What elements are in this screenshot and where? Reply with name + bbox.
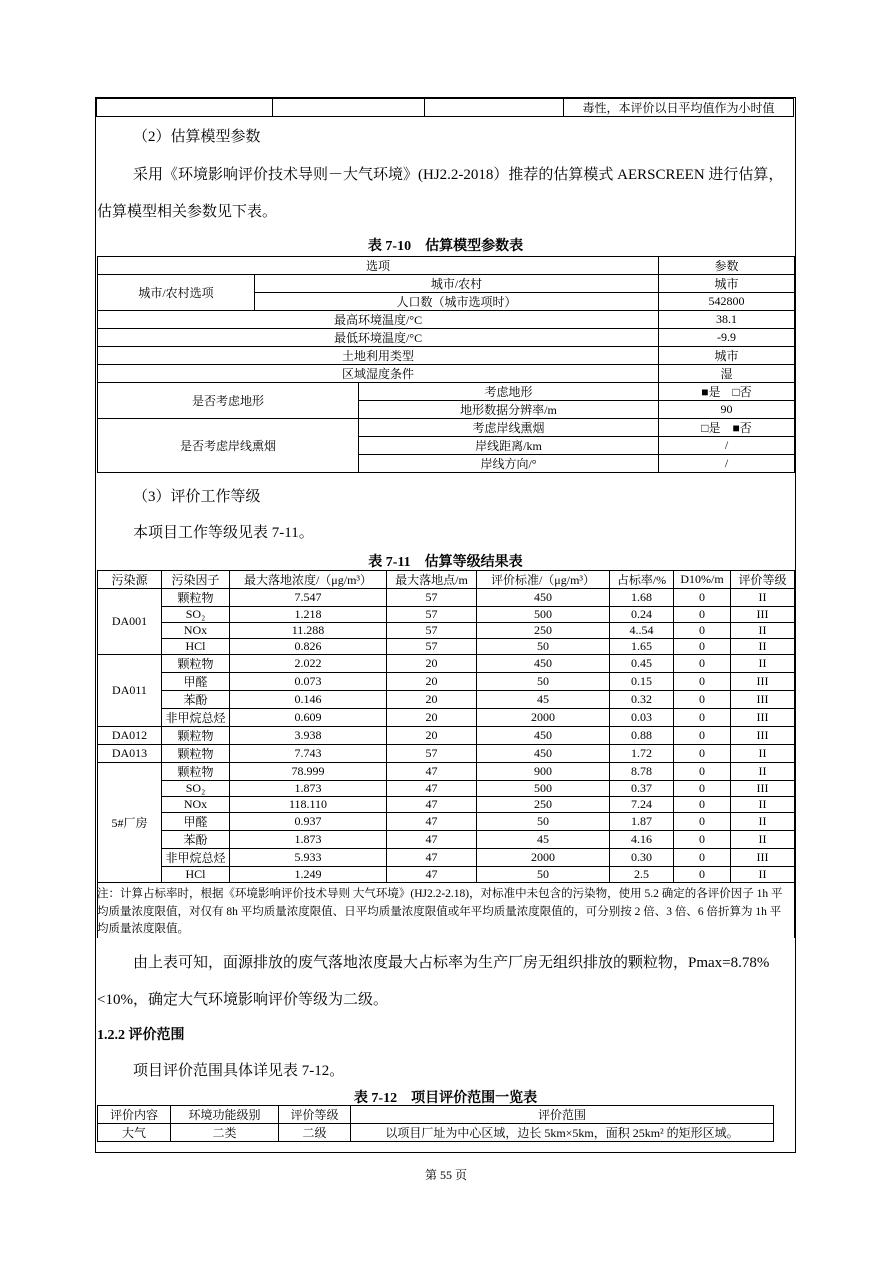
table-cell: 0	[674, 589, 731, 607]
header-option: 选项	[98, 257, 659, 275]
row-value: -9.9	[659, 329, 795, 347]
table-row	[98, 849, 795, 867]
row-value: 城市	[659, 347, 795, 365]
row-value: 90	[659, 401, 795, 419]
section-2-title: （2）估算模型参数	[133, 129, 261, 145]
t12-header: 评价等级	[279, 1106, 351, 1124]
table-cell: 0.146	[230, 691, 387, 709]
table-row	[98, 655, 795, 673]
table-cell: III	[731, 709, 795, 727]
table-cell: 0.88	[610, 727, 674, 745]
table-cell: 450	[477, 655, 610, 673]
table-cell: III	[731, 849, 795, 867]
table-cell: 450	[477, 589, 610, 607]
table-cell: 2.5	[610, 867, 674, 883]
row-value: ■是 □否	[659, 383, 795, 401]
table-cell: 57	[387, 589, 477, 607]
table-cell: 57	[387, 639, 477, 655]
table-cell: 0.15	[610, 673, 674, 691]
table-cell: 0.24	[610, 607, 674, 623]
table-cell: 0	[674, 727, 731, 745]
paragraph-2: 本项目工作等级见表 7-11。	[133, 525, 314, 541]
table-cell: 1.65	[610, 639, 674, 655]
table-cell: 7.24	[610, 797, 674, 813]
table-cell: 45	[477, 831, 610, 849]
table-cell: 1.87	[610, 813, 674, 831]
table-cell: 颗粒物	[162, 745, 230, 763]
table-cell: 苯酚	[162, 691, 230, 709]
table-cell: 非甲烷总烃	[162, 849, 230, 867]
t12-cell: 二类	[171, 1124, 279, 1142]
table-cell: 3.938	[230, 727, 387, 745]
row-value: 542800	[659, 293, 795, 311]
table-cell: 0.609	[230, 709, 387, 727]
table-cell: 0.826	[230, 639, 387, 655]
table-cell: 颗粒物	[162, 763, 230, 781]
table-cell: 250	[477, 797, 610, 813]
table-row	[98, 781, 795, 797]
cont-cell: 毒性，本评价以日平均值作为小时值	[564, 99, 794, 117]
row-value: /	[659, 455, 795, 473]
table-cell: 47	[387, 867, 477, 883]
t12-header: 评价范围	[351, 1106, 774, 1124]
table-cell: 0	[674, 709, 731, 727]
row-label: 土地利用类型	[98, 347, 659, 365]
table-row	[98, 797, 795, 813]
table-cell: 0.30	[610, 849, 674, 867]
table-row	[98, 691, 795, 709]
table-cell: 0	[674, 763, 731, 781]
source-cell: DA001	[98, 589, 162, 655]
table-cell: 47	[387, 781, 477, 797]
t12-cell: 大气	[98, 1124, 171, 1142]
table-cell: 4..54	[610, 623, 674, 639]
table-cell: HCl	[162, 639, 230, 655]
urban-group-label: 城市/农村选项	[98, 275, 255, 311]
table-row	[98, 639, 795, 655]
t11-header: 最大落地点/m	[387, 571, 477, 589]
table-7-10-caption: 表 7-10 估算模型参数表	[367, 239, 524, 254]
table-cell: 0	[674, 867, 731, 883]
table-cell: 500	[477, 781, 610, 797]
table-7-11-caption: 表 7-11 估算等级结果表	[368, 555, 523, 570]
table-cell: III	[731, 607, 795, 623]
table-cell: 78.999	[230, 763, 387, 781]
table-cell: 2.022	[230, 655, 387, 673]
table-cell: 1.873	[230, 781, 387, 797]
source-cell: 5#厂房	[98, 763, 162, 883]
table-7-10	[97, 256, 795, 473]
table-cell: 0	[674, 797, 731, 813]
table-cell: II	[731, 639, 795, 655]
table-cell: 1.68	[610, 589, 674, 607]
table-cell: 1.218	[230, 607, 387, 623]
cont-cell	[425, 99, 564, 117]
table-cell: 20	[387, 727, 477, 745]
table-cell: III	[731, 781, 795, 797]
header-param: 参数	[659, 257, 795, 275]
table-cell: SO₂	[162, 607, 230, 623]
table-7-11-body	[98, 589, 795, 883]
table-cell: 47	[387, 797, 477, 813]
table-cell: II	[731, 867, 795, 883]
paragraph-3-line-2: <10%，确定大气环境影响评价等级为二级。	[97, 992, 388, 1008]
table-cell: 47	[387, 849, 477, 867]
table-cell: 57	[387, 745, 477, 763]
table-cell: 45	[477, 691, 610, 709]
row-value: 38.1	[659, 311, 795, 329]
table-cell: 900	[477, 763, 610, 781]
t11-header: 占标率/%	[610, 571, 674, 589]
table-row	[98, 813, 795, 831]
table-cell: II	[731, 797, 795, 813]
paragraph-1-line-1: 采用《环境影响评价技术导则－大气环境》(HJ2.2-2018）推荐的估算模式 AERSCREEN 进行估算，	[133, 167, 784, 183]
table-cell: 2000	[477, 849, 610, 867]
cont-cell	[97, 99, 273, 117]
table-cell: 0	[674, 623, 731, 639]
row-value: □是 ■否	[659, 419, 795, 437]
table-row	[98, 763, 795, 781]
table-cell: 颗粒物	[162, 727, 230, 745]
table-cell: 0	[674, 691, 731, 709]
table-cell: NOx	[162, 623, 230, 639]
table-cell: II	[731, 589, 795, 607]
table-cell: 0	[674, 831, 731, 849]
table-cell: 非甲烷总烃	[162, 709, 230, 727]
table-cell: 118.110	[230, 797, 387, 813]
table-cell: 0.03	[610, 709, 674, 727]
row-label: 地形数据分辨率/m	[359, 401, 659, 419]
row-value: 城市	[659, 275, 795, 293]
table-cell: 0	[674, 745, 731, 763]
table-cell: 1.249	[230, 867, 387, 883]
table-cell: 57	[387, 623, 477, 639]
t12-header: 环境功能级别	[171, 1106, 279, 1124]
row-label: 城市/农村	[255, 275, 659, 293]
table-cell: 5.933	[230, 849, 387, 867]
row-label: 岸线方向/°	[359, 455, 659, 473]
table-cell: 11.288	[230, 623, 387, 639]
source-cell: DA013	[98, 745, 162, 763]
table-cell: 0	[674, 673, 731, 691]
t11-header: D10%/m	[674, 571, 731, 589]
table-cell: 7.547	[230, 589, 387, 607]
table-cell: III	[731, 673, 795, 691]
table-cell: 20	[387, 673, 477, 691]
table-cell: 0	[674, 781, 731, 797]
table-cell: III	[731, 727, 795, 745]
paragraph-1-line-2: 估算模型相关参数见下表。	[97, 204, 278, 220]
table-note: 注：计算占标率时，根据《环境影响评价技术导则 大气环境》(HJ2.2-2.18)，对标准中未包含的污染物，使用 5.2 确定的各评价因子 1h 平均质量浓度限值，对仅有 8h 平均质量浓度限值、日平均质量浓度限值或年平均质量浓度限值的，可分别按 2 倍、3 倍、6 倍折算为 1h 平均质量浓度限值。	[97, 888, 783, 935]
table-cell: 颗粒物	[162, 589, 230, 607]
table-cell: 甲醛	[162, 813, 230, 831]
t11-header: 污染因子	[162, 571, 230, 589]
table-row	[98, 623, 795, 639]
table-cell: 20	[387, 709, 477, 727]
t11-header: 污染源	[98, 571, 162, 589]
table-7-11-header-row	[98, 571, 795, 589]
table-cell: 苯酚	[162, 831, 230, 849]
heading-1-2-2: 1.2.2 评价范围	[97, 1028, 185, 1043]
source-cell: DA011	[98, 655, 162, 727]
table-cell: 20	[387, 691, 477, 709]
table-row	[98, 727, 795, 745]
table-cell: II	[731, 763, 795, 781]
table-cell: 0	[674, 639, 731, 655]
table-cell: 20	[387, 655, 477, 673]
t11-header: 评价等级	[731, 571, 795, 589]
cont-cell	[273, 99, 425, 117]
table-cell: II	[731, 813, 795, 831]
table-7-12	[97, 1105, 774, 1142]
table-cell: 0.32	[610, 691, 674, 709]
table-cell: 50	[477, 813, 610, 831]
row-label: 岸线距离/km	[359, 437, 659, 455]
table-cell: 0.937	[230, 813, 387, 831]
table-cell: 2000	[477, 709, 610, 727]
table-cell: 50	[477, 673, 610, 691]
page-number: 第 55 页	[424, 1168, 467, 1182]
t12-cell: 二级	[279, 1124, 351, 1142]
table-row	[98, 831, 795, 849]
row-label: 考虑岸线熏烟	[359, 419, 659, 437]
shoreline-group-label: 是否考虑岸线熏烟	[98, 419, 359, 473]
table-row	[98, 867, 795, 883]
row-label: 最高环境温度/°C	[98, 311, 659, 329]
t11-header: 最大落地浓度/（μg/m³）	[230, 571, 387, 589]
table-cell: 500	[477, 607, 610, 623]
row-label: 最低环境温度/°C	[98, 329, 659, 347]
table-cell: 颗粒物	[162, 655, 230, 673]
table-7-12-caption: 表 7-12 项目评价范围一览表	[353, 1091, 538, 1106]
row-label: 人口数（城市选项时）	[255, 293, 659, 311]
table-row	[98, 589, 795, 607]
table-7-11	[97, 570, 795, 938]
table-cell: 0	[674, 655, 731, 673]
row-value: /	[659, 437, 795, 455]
table-row	[98, 709, 795, 727]
table-cell: 47	[387, 831, 477, 849]
row-value: 湿	[659, 365, 795, 383]
table-cell: 0	[674, 813, 731, 831]
table-cell: 甲醛	[162, 673, 230, 691]
table-cell: 0	[674, 607, 731, 623]
table-cell: II	[731, 831, 795, 849]
table-cell: 50	[477, 639, 610, 655]
section-3-title: （3）评价工作等级	[133, 489, 261, 505]
table-cell: 47	[387, 763, 477, 781]
table-row	[98, 745, 795, 763]
table-row	[98, 673, 795, 691]
row-label: 区域湿度条件	[98, 365, 659, 383]
paragraph-3-line-1: 由上表可知，面源排放的废气落地浓度最大占标率为生产厂房无组织排放的颗粒物，Pmax=8.78%	[133, 955, 770, 971]
terrain-group-label: 是否考虑地形	[98, 383, 359, 419]
t12-cell: 以项目厂址为中心区域，边长 5km×5km，面积 25km² 的矩形区域。	[351, 1124, 774, 1142]
source-cell: DA012	[98, 727, 162, 745]
table-cell: 1.72	[610, 745, 674, 763]
table-cell: 7.743	[230, 745, 387, 763]
table-cell: 450	[477, 745, 610, 763]
table-cell: 1.873	[230, 831, 387, 849]
table-cell: III	[731, 691, 795, 709]
table-cell: II	[731, 655, 795, 673]
paragraph-4: 项目评价范围具体详见表 7-12。	[133, 1063, 345, 1079]
table-cell: 0.37	[610, 781, 674, 797]
table-cell: II	[731, 745, 795, 763]
table-cell: II	[731, 623, 795, 639]
table-cell: 0.45	[610, 655, 674, 673]
table-cell: 0	[674, 849, 731, 867]
table-cell: HCl	[162, 867, 230, 883]
table-cell: 8.78	[610, 763, 674, 781]
table-cell: 57	[387, 607, 477, 623]
table-cell: 0.073	[230, 673, 387, 691]
table-cell: 47	[387, 813, 477, 831]
table-cell: 450	[477, 727, 610, 745]
t12-header: 评价内容	[98, 1106, 171, 1124]
continuation-table	[96, 98, 794, 117]
t11-header: 评价标准/（μg/m³）	[477, 571, 610, 589]
row-label: 考虑地形	[359, 383, 659, 401]
table-cell: 50	[477, 867, 610, 883]
table-cell: 4.16	[610, 831, 674, 849]
table-row	[98, 607, 795, 623]
table-cell: NOx	[162, 797, 230, 813]
table-cell: 250	[477, 623, 610, 639]
table-cell: SO₂	[162, 781, 230, 797]
